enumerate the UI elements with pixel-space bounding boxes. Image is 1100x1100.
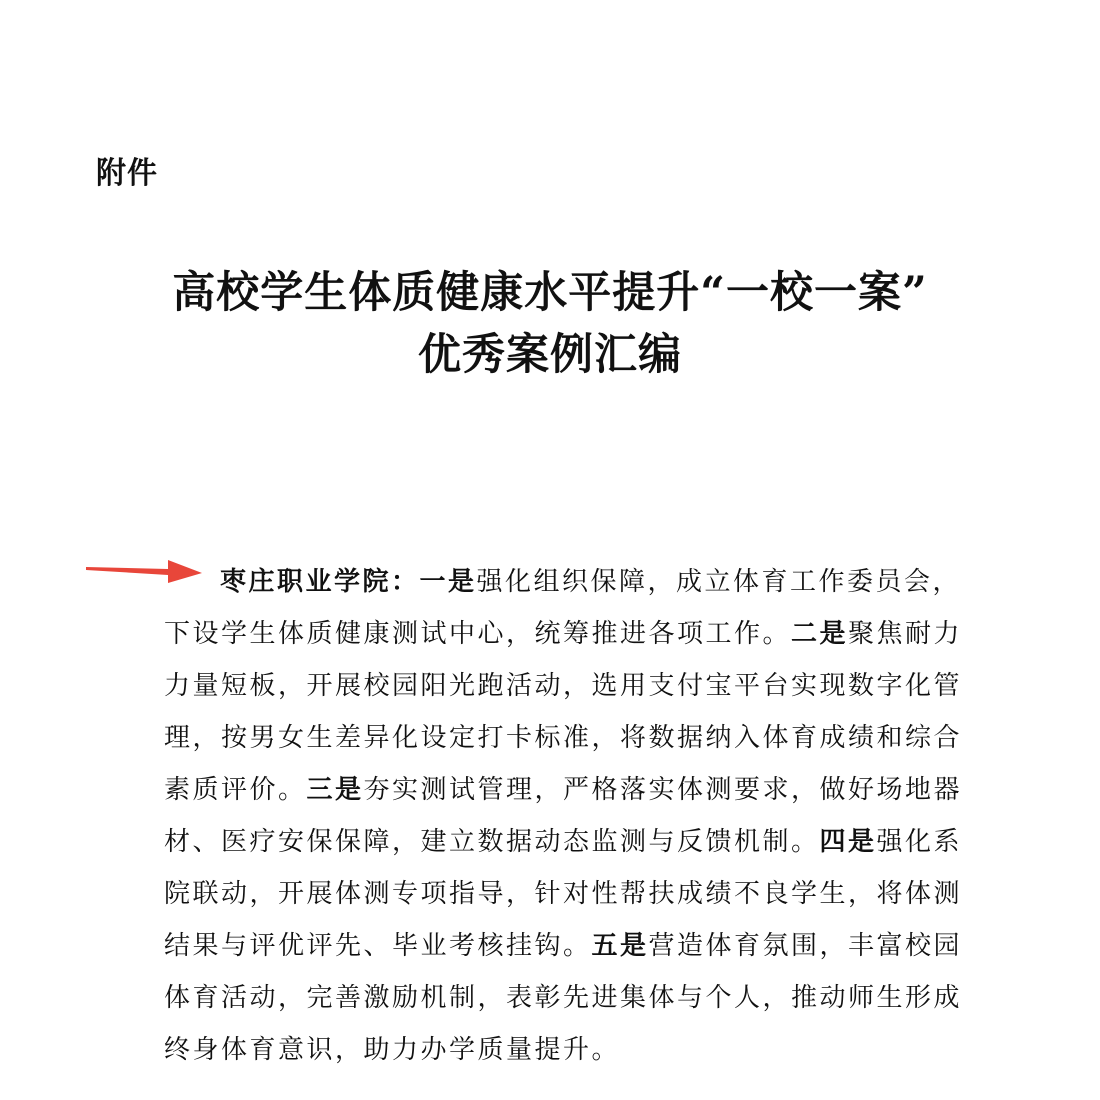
document-title — [0, 262, 1100, 386]
body-line: 院联动，开展体测专项指导，针对性帮扶成绩不良学生，将体测 — [164, 879, 963, 909]
body-line — [164, 556, 960, 608]
body-text-segment: 强化组织保障，成立体育工作委员会， — [476, 567, 962, 597]
attachment-label: 附件 — [96, 156, 158, 191]
body-line: 终身体育意识，助力办学质量提升。 — [164, 1035, 621, 1065]
title-line-1: 高校学生体质健康水平提升“一校一案” — [172, 268, 928, 318]
body-line — [164, 608, 963, 660]
point-label: 二是 — [791, 619, 849, 649]
body-line: 理，按男女生差异化设定打卡标准，将数据纳入体育成绩和综合 — [164, 723, 963, 753]
body-text-segment: 下设学生体质健康测试中心，统筹推进各项工作。 — [164, 619, 792, 649]
body-text-segment: 素质评价。 — [164, 775, 307, 805]
point-label: 三是 — [306, 775, 364, 805]
body-text-segment: 聚焦耐力 — [848, 619, 963, 649]
body-text-segment: 材、医疗安保保障，建立数据动态监测与反馈机制。 — [164, 827, 820, 857]
body-line: 力量短板，开展校园阳光跑活动，选用支付宝平台实现数字化管 — [164, 671, 963, 701]
body-line — [164, 764, 963, 816]
body-text-segment: 结果与评优评先、毕业考核挂钩。 — [164, 931, 592, 961]
point-label: 五是 — [591, 931, 649, 961]
body-text-segment: 营造体育氛围，丰富校园 — [648, 931, 963, 961]
body-text-segment: 夯实测试管理，严格落实体测要求，做好场地器 — [363, 775, 963, 805]
body-line — [164, 816, 963, 868]
institution-name: 枣庄职业学院：一是 — [220, 567, 477, 597]
body-text-segment: 强化系 — [876, 827, 963, 857]
body-line — [164, 920, 963, 972]
point-label: 四是 — [819, 827, 877, 857]
title-line-2: 优秀案例汇编 — [418, 330, 682, 380]
case-description — [164, 556, 963, 1076]
body-line: 体育活动，完善激励机制，表彰先进集体与个人，推动师生形成 — [164, 983, 963, 1013]
